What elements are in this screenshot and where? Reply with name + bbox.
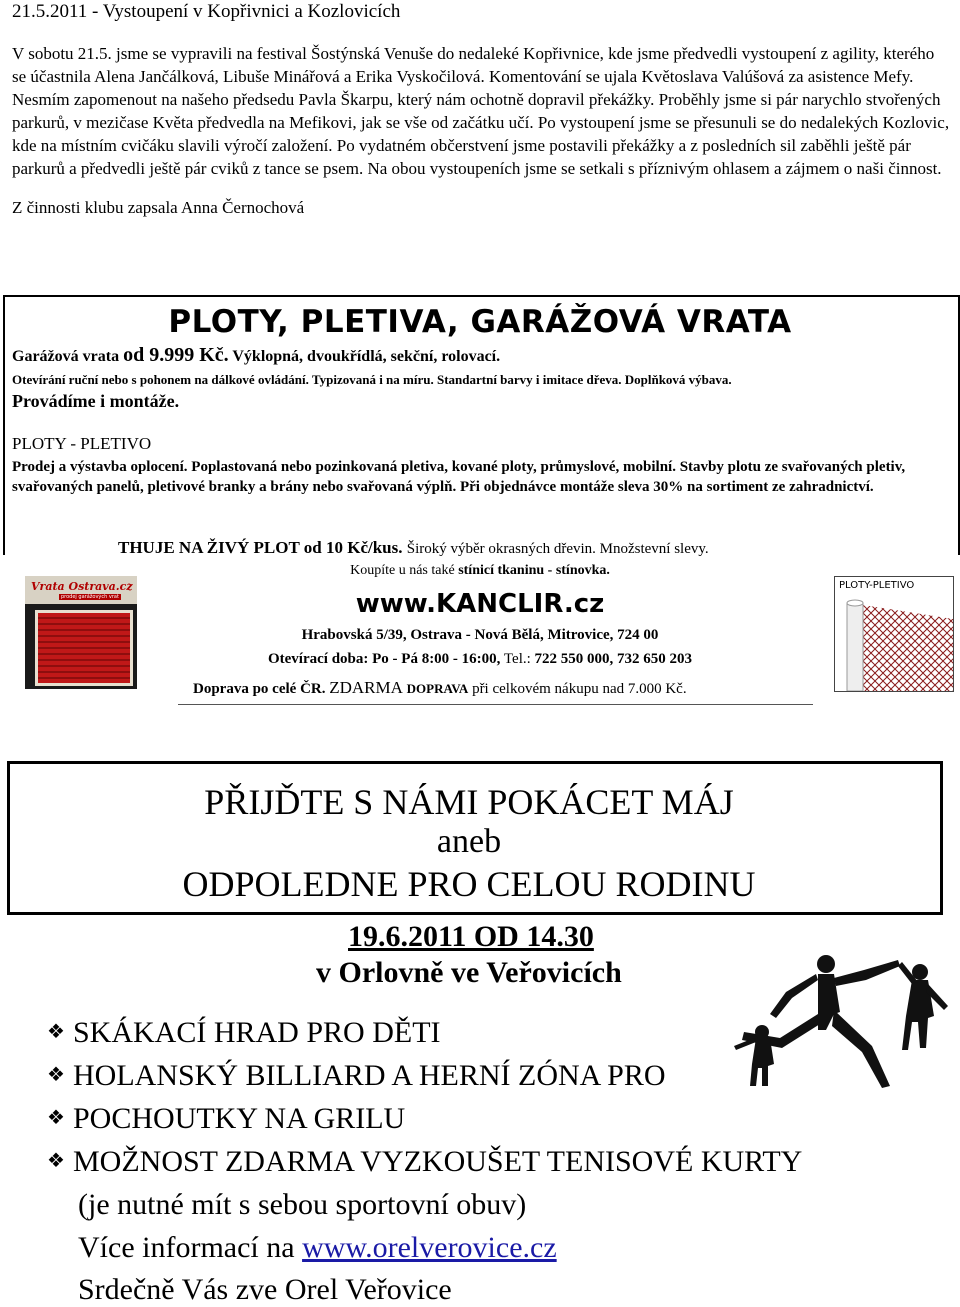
ad-delivery-line: [193, 678, 687, 698]
bullet-item: [47, 1016, 441, 1050]
event-line3: ODPOLEDNE PRO CELOU RODINU: [182, 864, 756, 904]
ad-fences-text: Prodej a výstavba oplocení. Poplastovaná nebo pozinkovaná pletiva, kované ploty, průmyslové, mobilní. Stavby plotu ze svařovaných pletiv, svařovaných panelů, pletivové branky a brány nebo svařovaná výplň. Při objednávce montáže sleva 30% na sortiment ze zahradnictví.: [12, 459, 906, 495]
ad-thuje-line: [118, 538, 709, 558]
event-date: 19.6.2011 OD 14.30: [348, 920, 594, 953]
event-closing: Srdečně Vás zve Orel Veřovice: [78, 1273, 452, 1306]
event-shoes-note: (je nutné mít s sebou sportovní obuv): [78, 1188, 527, 1221]
diamond-star-icon: ❖: [47, 1021, 65, 1043]
ad-divider: [178, 704, 813, 705]
ad-title: PLOTY, PLETIVA, GARÁŽOVÁ VRATA: [168, 304, 792, 340]
garage-gate-image: [25, 576, 137, 689]
fence-logo-text: PLOTY-PLETIVO: [839, 580, 915, 591]
family-silhouette-icon: [722, 952, 960, 1102]
article-title: 21.5.2011 - Vystoupení v Kopřivnici a Kozlovicích: [12, 1, 401, 22]
bullet-text: HOLANSKÝ BILLIARD A HERNÍ ZÓNA PRO: [73, 1059, 666, 1092]
event-place: v Orlovně ve Veřovicích: [316, 956, 622, 989]
ad-gates-types: Výklopná, dvoukřídlá, sekční, rolovací.: [232, 348, 501, 365]
ad-thuje-rest: Široký výběr okrasných dřevin. Množstevní slevy.: [406, 541, 709, 557]
ad-thuje-bold: THUJE NA ŽIVÝ PLOT od 10 Kč/kus.: [118, 538, 403, 557]
ad-phones: 722 550 000, 732 650 203: [534, 651, 693, 667]
ad-gates-details: Otevírání ruční nebo s pohonem na dálkové ovládání. Typizovaná i na míru. Standartní barvy i imitace dřeva. Doplňková výbava.: [12, 372, 732, 387]
gate-logo-sub: prodej garážových vrat: [61, 594, 119, 600]
diamond-star-icon: ❖: [47, 1150, 65, 1172]
ad-hours: Otevírací doba: Po - Pá 8:00 - 16:00,: [267, 651, 501, 667]
ad-delivery-prefix: Doprava po celé ČR.: [193, 681, 326, 697]
ad-delivery-free: ZDARMA: [329, 678, 403, 697]
ad-address: Hrabovská 5/39, Ostrava - Nová Bělá, Mitrovice, 724 00: [301, 627, 659, 643]
ad-shade-line: [0, 563, 960, 579]
gate-logo-text: Vrata Ostrava.cz: [31, 580, 133, 593]
ad-website[interactable]: www.KANCLIR.cz: [355, 589, 605, 619]
fence-mesh-icon: [835, 593, 953, 691]
fence-image: [834, 576, 954, 692]
ad-shade-bold: stínicí tkaninu - stínovka.: [458, 563, 610, 578]
ad-gates-line: [12, 344, 947, 367]
garage-door-icon: [35, 610, 133, 686]
diamond-star-icon: ❖: [47, 1107, 65, 1129]
ad-delivery-rest: při celkovém nákupu nad 7.000 Kč.: [472, 681, 687, 697]
bullet-item: [47, 1145, 802, 1179]
ad-delivery-word: DOPRAVA: [406, 681, 469, 696]
bullet-text: SKÁKACÍ HRAD PRO DĚTI: [73, 1016, 441, 1049]
ad-hours-line: [0, 651, 960, 668]
event-info-line: [78, 1231, 557, 1265]
ad-installation: Provádíme i montáže.: [12, 391, 180, 411]
event-line2: aneb: [436, 823, 502, 860]
diamond-star-icon: ❖: [47, 1064, 65, 1086]
bullet-item: [47, 1102, 405, 1136]
article-signature: Z činnosti klubu zapsala Anna Černochová: [12, 198, 305, 217]
event-info-prefix: Více informací na: [78, 1231, 295, 1264]
bullet-text: MOŽNOST ZDARMA VYZKOUŠET TENISOVÉ KURTY: [73, 1145, 803, 1178]
ad-gates-prefix: Garážová vrata: [12, 348, 120, 365]
ad-fences-heading: PLOTY - PLETIVO: [12, 434, 152, 453]
event-info-link[interactable]: www.orelverovice.cz: [302, 1231, 557, 1264]
event-line1: PŘIJĎTE S NÁMI POKÁCET MÁJ: [204, 782, 734, 822]
article: [12, 0, 952, 219]
ad-shade-prefix: Koupíte u nás také: [350, 563, 455, 578]
article-paragraph: V sobotu 21.5. jsme se vypravili na festival Šostýnská Venuše do nedaleké Kopřivnice, kde jsme předvedli vystoupení z agility, kterého se účastnila Alena Jančálková, Libuše Minářová a Erika Vyskočilová. Komentování se ujala Květoslava Valúšová za asistence Mefy. Nesmím zapomenout na našeho předsedu Pavla Škarpu, který nám ochotně dopravil překážky. Proběhly jsme si pár narychlo stvořených parkurů, v mezičase Květa předvedla na Mefikovi, jak se vše od začátku učí. Po vystoupení jsme se přesunuli se do nedalekých Kozlovic, kde na místním cvičáku slavili výročí založení. Po vydatném občerstvení jsme postavili překážky a z posledních sil zaběhli ještě pár parkurů a předvedli ještě pár cviků z tance se psem. Na obou vystoupeních jsme se setkali s příznivým ohlasem a zájmem o naši činnost.: [12, 44, 950, 178]
bullet-text: POCHOUTKY NA GRILU: [73, 1102, 406, 1135]
bullet-item: [47, 1059, 666, 1093]
ad-gates-price: od 9.999 Kč.: [123, 344, 229, 366]
ad-phone-prefix: Tel.:: [503, 651, 531, 667]
